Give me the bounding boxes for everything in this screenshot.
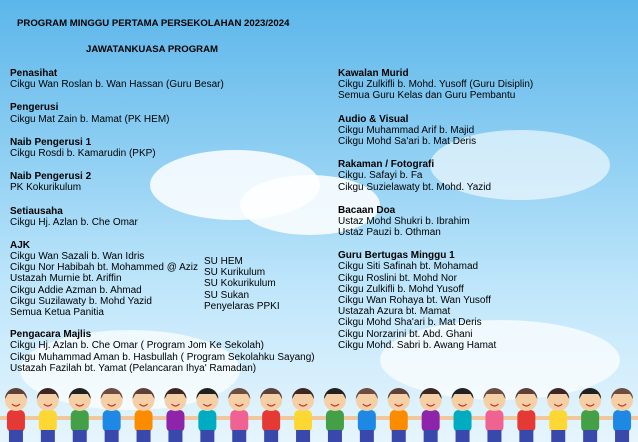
ajk-roles <box>204 256 280 312</box>
audio-name: Cikgu Muhammad Arif b. Majid <box>338 124 475 136</box>
guru-name: Cikgu Roslini bt. Mohd Nor <box>338 272 457 284</box>
guru-name: Cikgu Mohd Sha'ari b. Mat Deris <box>338 317 482 329</box>
naib1-name: Cikgu Rosdi b. Kamarudin (PKP) <box>10 147 156 159</box>
audio-name: Cikgu Mohd Sa'ari b. Mat Deris <box>338 135 477 147</box>
ajk-name: Cikgu Wan Sazali b. Wan Idris <box>10 251 145 263</box>
guru-name: Cikgu Mohd. Sabri b. Awang Hamat <box>338 339 497 351</box>
bacaan-heading: Bacaan Doa <box>338 204 396 216</box>
bacaan-name: Ustaz Pauzi b. Othman <box>338 227 441 239</box>
pengerusi-name: Cikgu Mat Zain b. Mamat (PK HEM) <box>10 113 170 125</box>
rakaman-heading: Rakaman / Fotografi <box>338 159 435 171</box>
rakaman-name: Cikgu. Safayi b. Fa <box>338 170 423 182</box>
naib1-heading: Naib Pengerusi 1 <box>10 136 92 148</box>
ajk-name: Semua Ketua Panitia <box>10 307 104 318</box>
rakaman-name: Cikgu Suzielawaty bt. Mohd. Yazid <box>338 181 492 193</box>
guru-name: Cikgu Wan Rohaya bt. Wan Yusoff <box>338 295 491 306</box>
penasihat-heading: Penasihat <box>10 68 58 79</box>
naib2-heading: Naib Pengerusi 2 <box>10 171 92 183</box>
ajk-role: SU Sukan <box>204 289 250 301</box>
page-title: PROGRAM MINGGU PERTAMA PERSEKOLAHAN 2023/2024 <box>17 18 290 29</box>
guru-heading: Guru Bertugas Minggu 1 <box>338 250 455 262</box>
pengacara-name: Ustazah Fazilah bt. Yamat (Pelancaran Ihya' Ramadan) <box>10 362 257 374</box>
pengacara-heading: Pengacara Majlis <box>10 329 92 341</box>
ajk-name: Ustazah Murnie bt. Ariffin <box>10 273 122 285</box>
guru-name: Ustazah Azura bt. Mamat <box>338 306 451 318</box>
ajk-role: Penyelaras PPKI <box>204 300 280 312</box>
children-holding-hands-icon <box>0 382 638 442</box>
naib2-name: PK Kokurikulum <box>10 182 82 194</box>
ajk-role: SU HEM <box>204 256 243 267</box>
ajk-heading: AJK <box>10 239 31 251</box>
setiausaha-heading: Setiausaha <box>10 205 63 217</box>
left-column <box>10 68 315 374</box>
audio-heading: Audio & Visual <box>338 113 409 125</box>
ajk-name: Cikgu Nor Habibah bt. Mohammed @ Aziz <box>10 262 199 274</box>
pengacara-name: Cikgu Hj. Azlan b. Che Omar ( Program Jom Ke Sekolah) <box>10 340 264 352</box>
page-subtitle: JAWATANKUASA PROGRAM <box>86 44 219 55</box>
pengerusi-heading: Pengerusi <box>10 102 59 114</box>
guru-name: Cikgu Siti Safinah bt. Mohamad <box>338 261 479 273</box>
ajk-name: Cikgu Suzilawaty b. Mohd Yazid <box>10 295 152 307</box>
kawalan-name: Semua Guru Kelas dan Guru Pembantu <box>338 90 516 102</box>
setiausaha-name: Cikgu Hj. Azlan b. Che Omar <box>10 216 138 228</box>
pengacara-name: Cikgu Muhammad Aman b. Hasbullah ( Program Sekolahku Sayang) <box>10 351 315 363</box>
guru-name: Cikgu Zulkifli b. Mohd Yusoff <box>338 283 464 295</box>
kawalan-name: Cikgu Zulkifli b. Mohd. Yusoff (Guru Disiplin) <box>338 79 534 91</box>
kawalan-heading: Kawalan Murid <box>338 68 409 79</box>
guru-name: Cikgu Norzarini bt. Abd. Ghani <box>338 328 473 340</box>
bacaan-name: Ustaz Mohd Shukri b. Ibrahim <box>338 215 470 227</box>
penasihat-name: Cikgu Wan Roslan b. Wan Hassan (Guru Besar) <box>10 79 224 91</box>
ajk-name: Cikgu Addie Azman b. Ahmad <box>10 284 142 296</box>
right-column <box>338 68 533 351</box>
ajk-role: SU Kokurikulum <box>204 278 276 290</box>
ajk-role: SU Kurikulum <box>204 267 266 279</box>
